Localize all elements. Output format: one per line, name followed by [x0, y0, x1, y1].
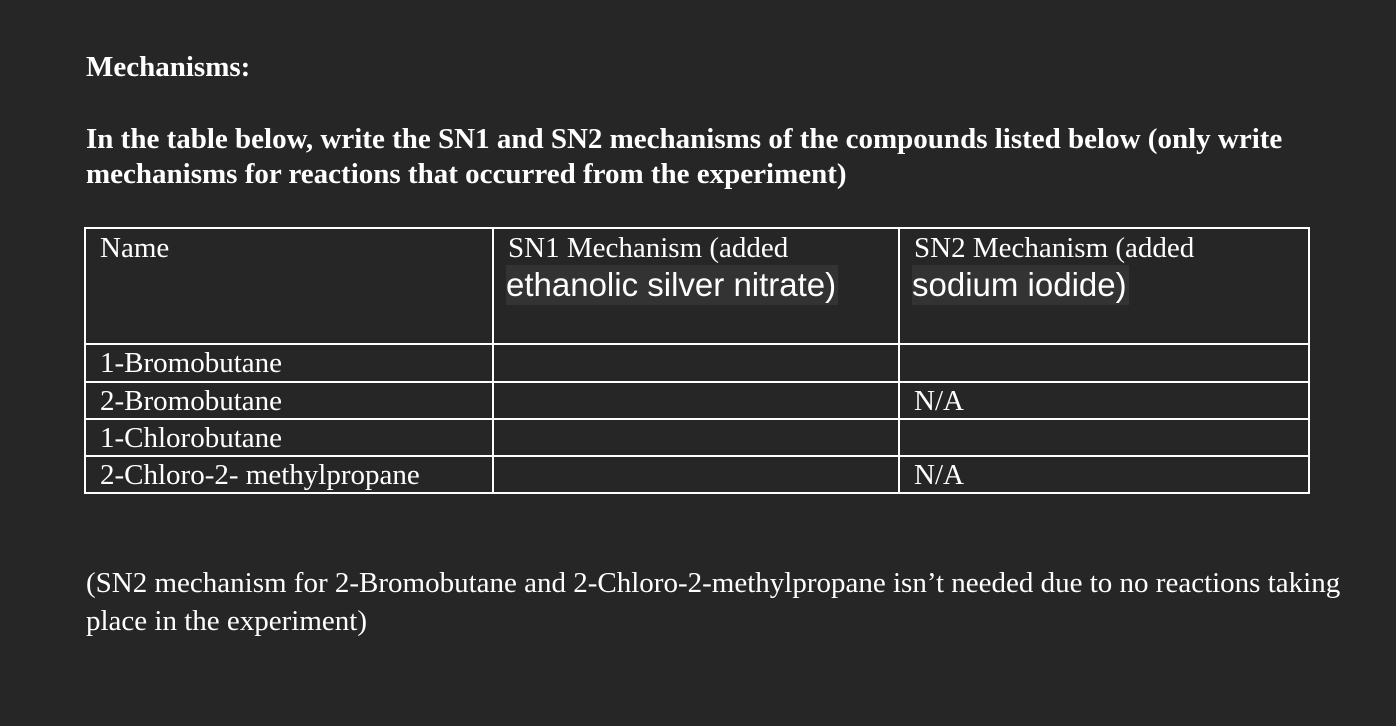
- sn1-mechanism-cell[interactable]: [493, 419, 899, 456]
- sn2-mechanism-cell: N/A: [899, 382, 1309, 419]
- table-row: [85, 419, 1309, 456]
- footnote-text: (SN2 mechanism for 2-Bromobutane and 2-Chloro-2-methylpropane isn’t needed due to no reactions taking place in the experiment): [86, 567, 1341, 637]
- header-sn1-cell: [493, 228, 899, 344]
- sn1-mechanism-cell[interactable]: [493, 456, 899, 493]
- header-name: Name: [100, 232, 170, 264]
- header-sn2-line2: sodium iodide): [912, 266, 1127, 303]
- sn2-mechanism-cell[interactable]: [899, 344, 1309, 382]
- header-name-cell: [85, 228, 493, 344]
- header-sn1-line1: SN1 Mechanism (added: [508, 232, 789, 264]
- header-sn1-line2: ethanolic silver nitrate): [506, 266, 837, 303]
- compound-name-cell: 2-Bromobutane: [85, 382, 493, 419]
- compound-name-cell: 2-Chloro-2- methylpropane: [85, 456, 493, 493]
- sn2-mechanism-cell: N/A: [899, 456, 1309, 493]
- mechanisms-table: [84, 227, 1310, 494]
- compound-name-cell: 1-Bromobutane: [85, 344, 493, 382]
- header-sn2-cell: [899, 228, 1309, 344]
- header-sn2-line1: SN2 Mechanism (added: [914, 232, 1195, 264]
- table-header-row: [85, 228, 1309, 344]
- table-row: [85, 344, 1309, 382]
- compound-name-cell: 1-Chlorobutane: [85, 419, 493, 456]
- table-row: [85, 456, 1309, 493]
- sn1-mechanism-cell[interactable]: [493, 344, 899, 382]
- page-heading: Mechanisms:: [86, 51, 251, 83]
- table-row: [85, 382, 1309, 419]
- sn1-mechanism-cell[interactable]: [493, 382, 899, 419]
- instructions-text: In the table below, write the SN1 and SN2 mechanisms of the compounds listed below (only write mechanisms for reactions that occurred from the experiment): [86, 123, 1283, 190]
- sn2-mechanism-cell[interactable]: [899, 419, 1309, 456]
